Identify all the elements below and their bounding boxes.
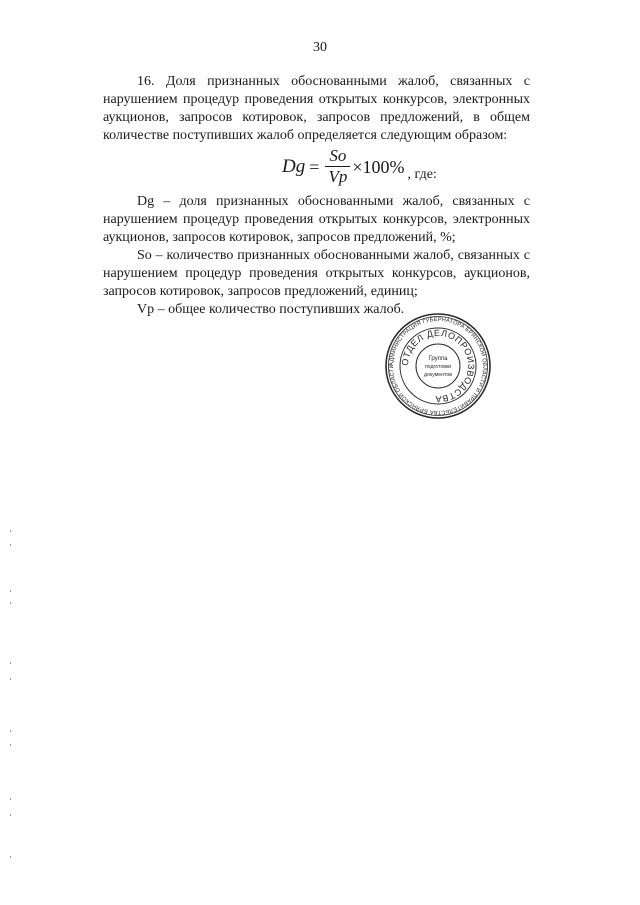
formula-denominator: Vp [328,167,348,186]
formula-tail: , где: [407,167,437,182]
definition-dg: Dg – доля признанных обоснованными жалоб, связанных с нарушением процедур проведения открытых конкурсов, электронных аукционов, запросов котировок, запросов предложений, %; [103,194,530,245]
formula-multiplier: ×100% [352,156,405,177]
official-stamp [384,312,492,420]
stamp-center-line-3: документов [423,372,453,378]
definition-so: So – количество признанных обоснованными жалоб, связанных с нарушением процедур проведения открытых конкурсов, аукционов, запросов котировок, запросов предложений, единиц; [103,248,530,299]
formula-equals: = [309,156,320,177]
paragraph-16 [103,73,530,145]
stamp-inner-text: ОТДЕЛ ДЕЛОПРОИЗВОДСТВА [399,327,477,405]
definition-vp: Vp – общее количество поступивших жалоб. [137,302,405,317]
formula [282,145,437,189]
formula-lhs: Dg [282,156,306,177]
paragraph-16-text: 16. Доля признанных обоснованными жалоб, связанных с нарушением процедур проведения открытых конкурсов, электронных аукционов, запросов котировок, запросов предложений, в общем количестве поступивших жалоб определяется следующим образом: [103,74,530,143]
stamp-center-line-1: Группа [428,356,448,362]
page-number: 30 [313,40,327,55]
definitions [103,193,530,319]
formula-fraction [325,147,350,187]
stamp-outer-text: АДМИНИСТРАЦИЯ ГУБЕРНАТОРА БРЯНСКОЙ ОБЛАСТИ И ПРАВИТЕЛЬСТВА БРЯНСКОЙ ОБЛАСТИ [388,316,488,416]
formula-numerator: So [325,147,350,167]
stamp-center-line-2: подготовки [424,364,452,370]
margin-scan-marks [8,530,14,860]
